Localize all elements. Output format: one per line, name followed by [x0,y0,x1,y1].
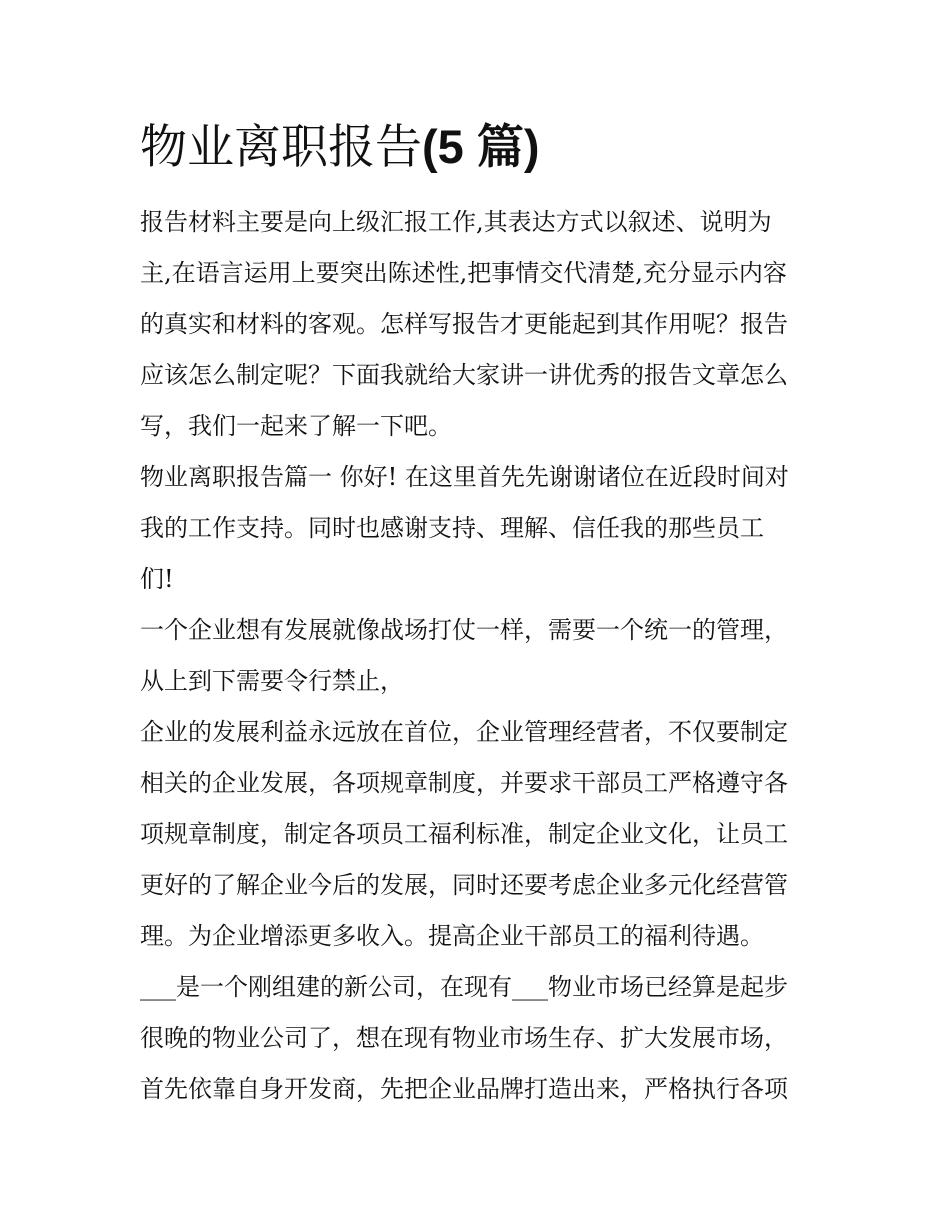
text-line: 项规章制度，制定各项员工福利标准，制定企业文化，让员工 [140,820,788,848]
text-line: 我的工作支持。同时也感谢支持、理解、信任我的那些员工 [140,514,764,542]
text-line: 理。为企业增添更多收入。提高企业干部员工的福利待遇。 [140,922,764,950]
text-line: 写，我们一起来了解一下吧。 [140,412,452,440]
text-line: 从上到下需要令行禁止， [140,667,404,695]
text-line: 一个企业想有发展就像战场打仗一样，需要一个统一的管理， [140,616,788,644]
text-line: 很晚的物业公司了，想在现有物业市场生存、扩大发展市场， [140,1024,788,1052]
page-title [140,112,840,183]
text-line: 物业离职报告篇一 你好! 在这里首先先谢谢诸位在近段时间对 [140,463,789,491]
title-count: (5 篇) [422,120,540,173]
text-line: 应该怎么制定呢？下面我就给大家讲一讲优秀的报告文章怎么 [140,361,788,389]
text-line: 们! [140,565,174,593]
body-text [140,197,830,1115]
text-line: 报告材料主要是向上级汇报工作,其表达方式以叙述、说明为 [140,208,772,236]
text-line: 更好的了解企业今后的发展，同时还要考虑企业多元化经营管 [140,871,788,899]
title-text: 物业离职报告 [140,120,422,175]
text-line: ___是一个刚组建的新公司，在现有___物业市场已经算是起步 [140,973,788,1001]
text-line: 企业的发展利益永远放在首位，企业管理经营者，不仅要制定 [140,718,788,746]
text-line: 相关的企业发展，各项规章制度，并要求干部员工严格遵守各 [140,769,788,797]
text-line: 主,在语言运用上要突出陈述性,把事情交代清楚,充分显示内容 [140,259,787,287]
text-line: 首先依靠自身开发商，先把企业品牌打造出来，严格执行各项 [140,1075,788,1103]
text-line: 的真实和材料的客观。怎样写报告才更能起到其作用呢？报告 [140,310,788,338]
